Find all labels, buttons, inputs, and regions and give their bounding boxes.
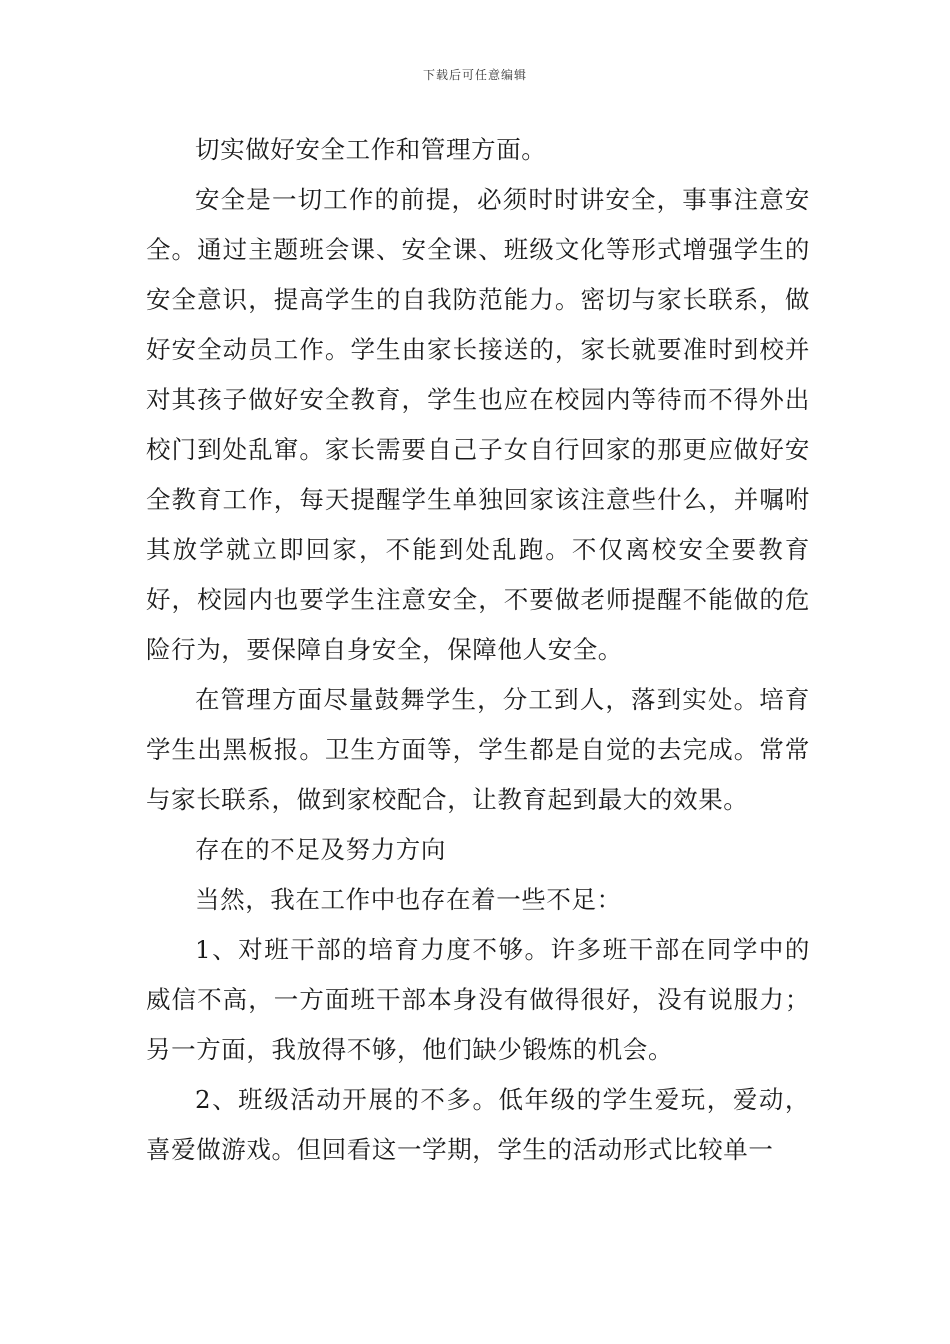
paragraph-safety-content: 安全是一切工作的前提，必须时时讲安全，事事注意安全。通过主题班会课、安全课、班级文化等形式增强学生的安全意识，提高学生的自我防范能力。密切与家长联系，做好安全动员工作。学生由家长接送的，家长就要准时到校并对其孩子做好安全教育，学生也应在校园内等待而不得外出校门到处乱窜。家长需要自己子女自行回家的那更应做好安全教育工作，每天提醒学生单独回家该注意些什么，并嘱咐其放学就立即回家，不能到处乱跑。不仅离校安全要教育好，校园内也要学生注意安全，不要做老师提醒不能做的危险行为，要保障自身安全，保障他人安全。 <box>146 185 810 664</box>
paragraph-shortcomings-intro: 当然，我在工作中也存在着一些不足： <box>195 885 622 914</box>
paragraph-management: 在管理方面尽量鼓舞学生，分工到人，落到实处。培育学生出黑板报。卫生方面等，学生都是自觉的去完成。常常与家长联系，做到家校配合，让教育起到最大的效果。 <box>146 685 810 814</box>
paragraph-shortcomings-heading: 存在的不足及努力方向 <box>195 835 446 864</box>
header-note: 下载后可任意编辑 <box>422 68 527 82</box>
paragraph-point-2: 2、班级活动开展的不多。低年级的学生爱玩，爱动，喜爱做游戏。但回看这一学期，学生的活动形式比较单一 <box>146 1085 810 1164</box>
paragraph-point-1: 1、对班干部的培育力度不够。许多班干部在同学中的威信不高，一方面班干部本身没有做得很好，没有说服力；另一方面，我放得不够，他们缺少锻炼的机会。 <box>146 935 810 1064</box>
document-body <box>146 125 810 1175</box>
paragraph-safety-heading: 切实做好安全工作和管理方面。 <box>195 135 547 164</box>
